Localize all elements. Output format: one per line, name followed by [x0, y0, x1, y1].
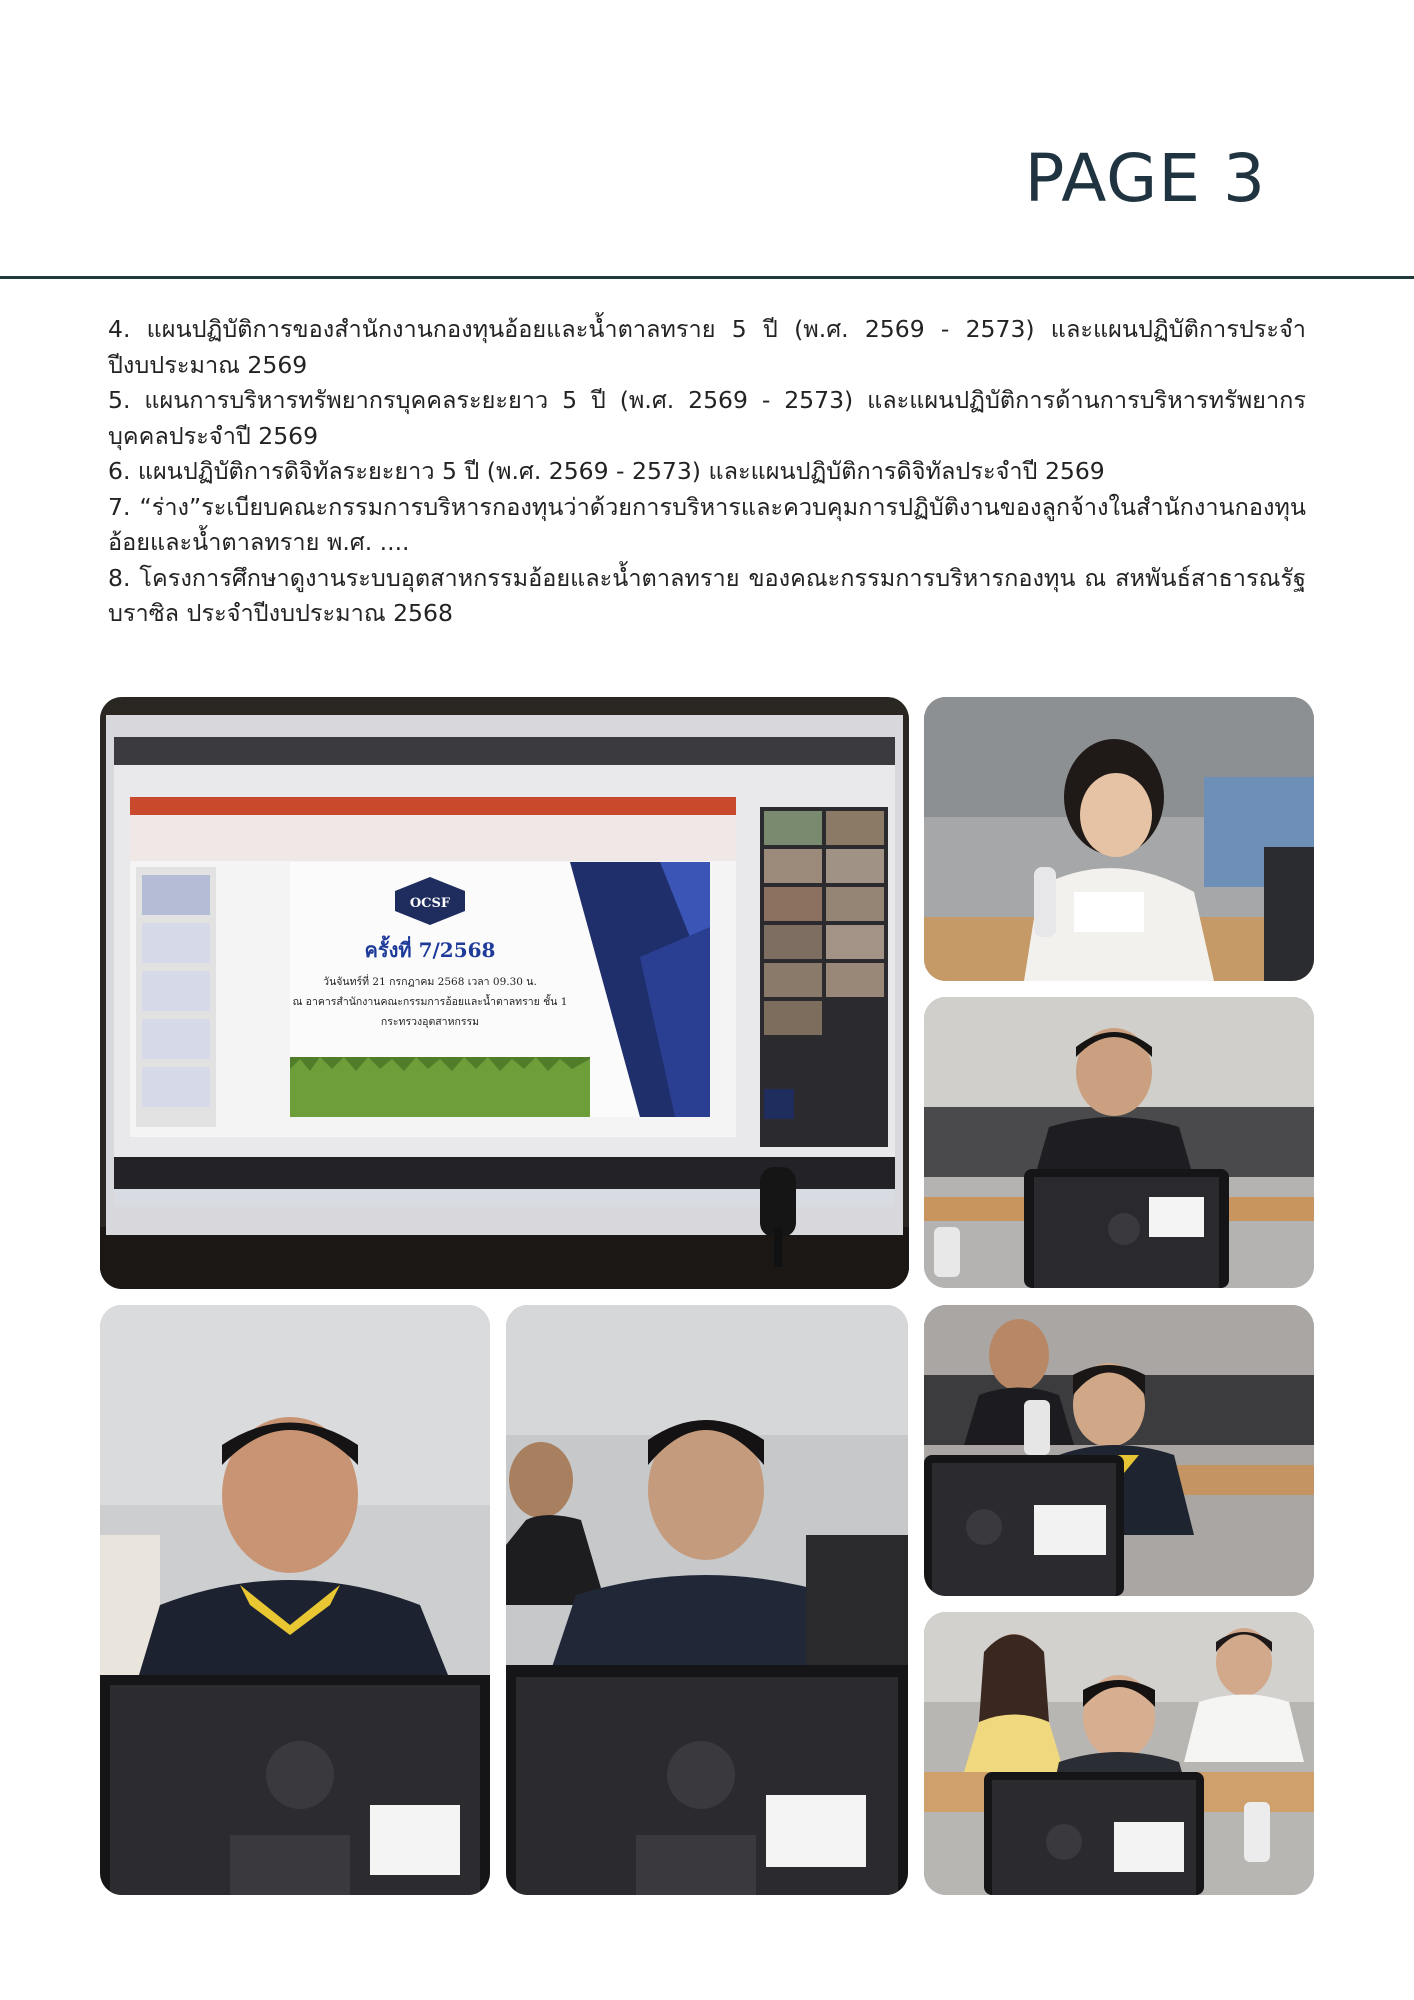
photo-participant-reading	[924, 697, 1314, 981]
agenda-item-4: 4. แผนปฏิบัติการของสำนักงานกองทุนอ้อยและน้ำตาลทราย 5 ปี (พ.ศ. 2569 - 2573) และแผนปฏิบัติการประจำปีงบประมาณ 2569	[108, 315, 1306, 379]
slide-logo: OCSF	[409, 896, 451, 911]
agenda-item-6: 6. แผนปฏิบัติการดิจิทัลระยะยาว 5 ปี (พ.ศ. 2569 - 2573) และแผนปฏิบัติการดิจิทัลประจำปี 2569	[108, 457, 1105, 485]
header-divider	[0, 276, 1414, 279]
page-number: PAGE 3	[1024, 140, 1266, 217]
agenda-item-8: 8. โครงการศึกษาดูงานระบบอุตสาหกรรมอ้อยและน้ำตาลทราย ของคณะกรรมการบริหารกองทุน ณ สหพันธ์สาธารณรัฐบราซิล ประจำปีงบประมาณ 2568	[108, 563, 1306, 627]
photo-projector-screen	[100, 697, 909, 1289]
slide-ministry-line: กระทรวงอุตสาหกรรม	[380, 1016, 480, 1028]
photo-participant-monitor-1	[924, 997, 1314, 1288]
photo-participant-monitor-2	[100, 1305, 490, 1895]
slide-date-line: วันจันทร์ที่ 21 กรกฎาคม 2568 เวลา 09.30 น.	[323, 976, 537, 988]
slide-title: ครั้งที่ 7/2568	[364, 938, 496, 962]
agenda-list	[108, 312, 1306, 632]
photo-participant-monitor-4	[924, 1305, 1314, 1596]
agenda-item-7: 7. “ร่าง”ระเบียบคณะกรรมการบริหารกองทุนว่าด้วยการบริหารและควบคุมการปฏิบัติงานของลูกจ้างในสำนักงานกองทุนอ้อยและน้ำตาลทราย พ.ศ. ....	[108, 492, 1306, 556]
slide-venue-line: ณ อาคารสำนักงานคณะกรรมการอ้อยและน้ำตาลทราย ชั้น 1	[292, 996, 568, 1008]
photo-participant-monitor-3	[506, 1305, 908, 1895]
photo-participant-monitor-5	[924, 1612, 1314, 1895]
agenda-item-5: 5. แผนการบริหารทรัพยากรบุคคลระยะยาว 5 ปี (พ.ศ. 2569 - 2573) และแผนปฏิบัติการด้านการบริหารทรัพยากรบุคคลประจำปี 2569	[108, 386, 1306, 450]
